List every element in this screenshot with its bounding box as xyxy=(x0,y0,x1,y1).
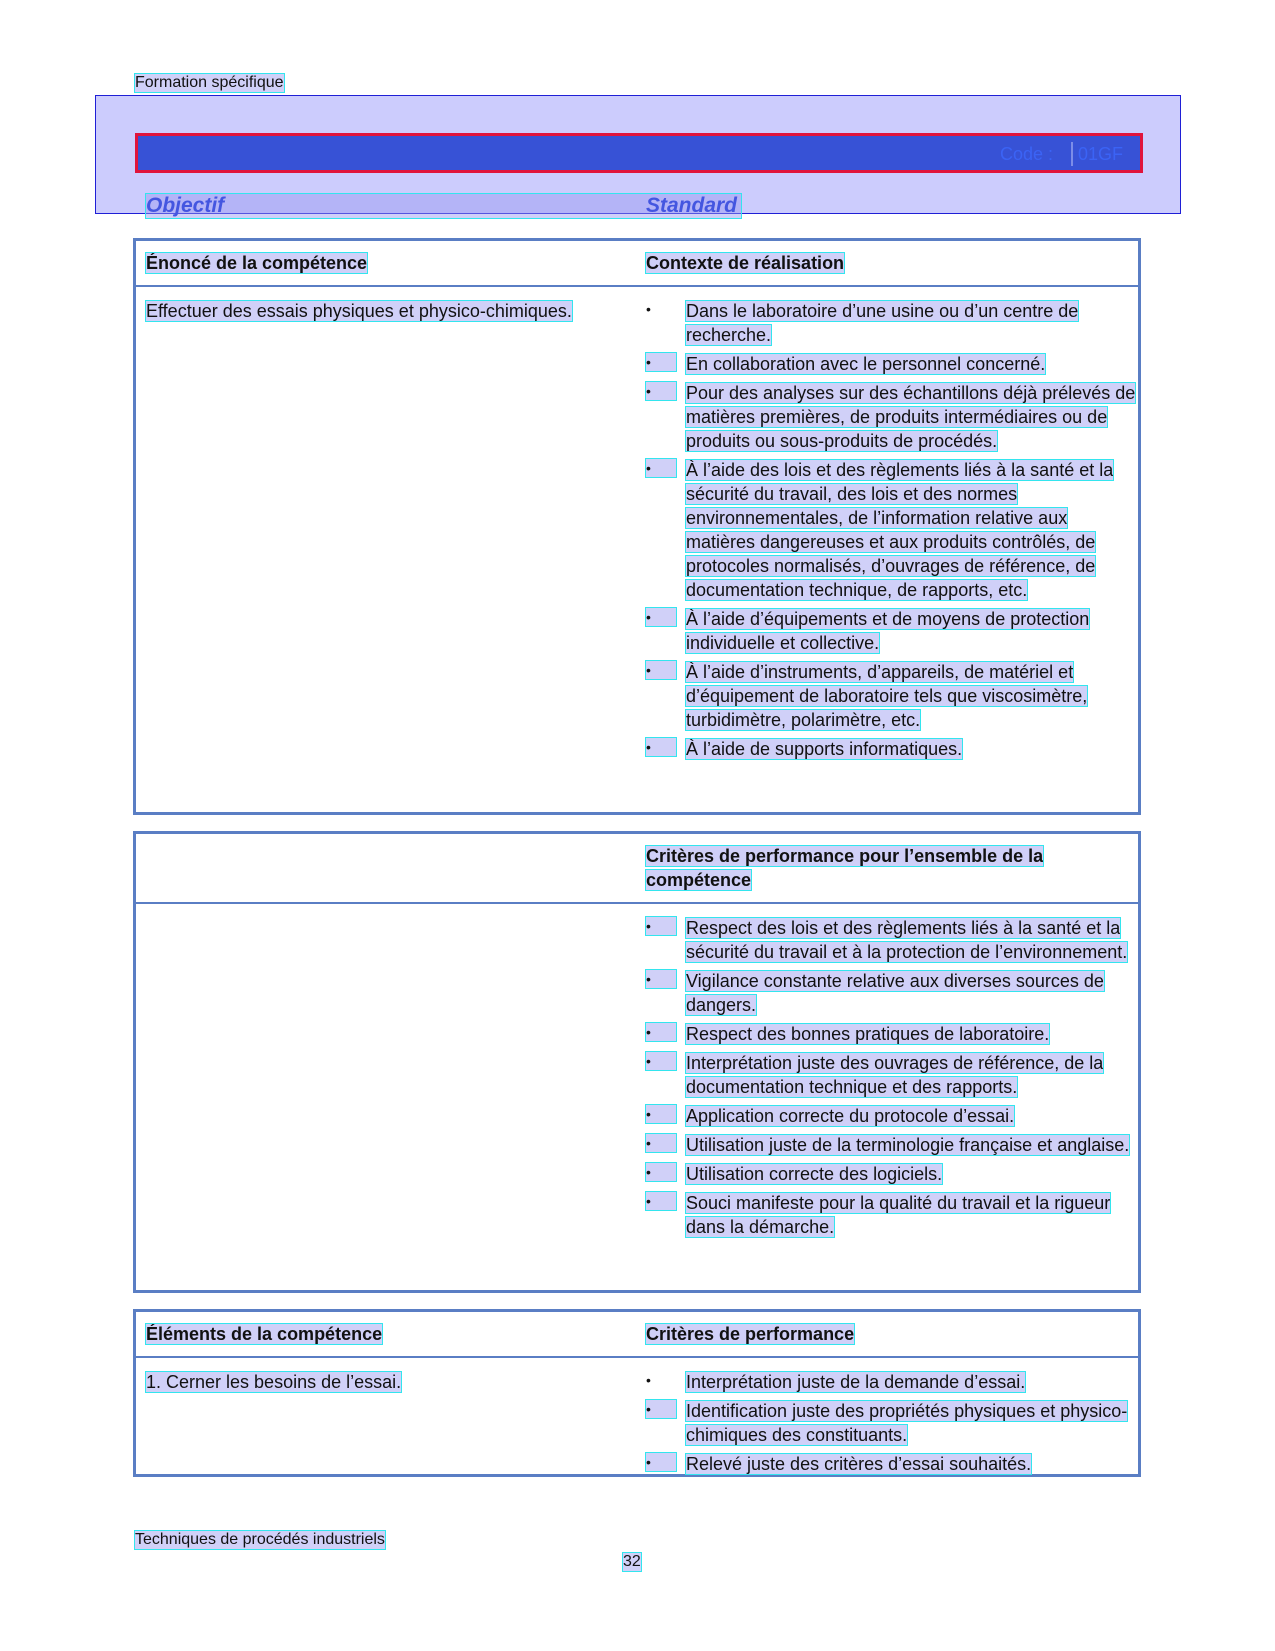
bullet-icon: • xyxy=(646,1105,676,1123)
bullet-icon: • xyxy=(646,459,676,477)
overall-performance-criteria-table xyxy=(133,831,1141,1293)
list-item: • Relevé juste des critères d’essai souhaités. xyxy=(646,1454,1032,1474)
list-item: • Respect des lois et des règlements liés à la santé et la sécurité du travail et à la protection de l’environnement. xyxy=(646,918,1128,962)
bullet-icon: • xyxy=(646,1163,676,1181)
code-header-band xyxy=(95,95,1181,217)
list-item: • Interprétation juste des ouvrages de référence, de la documentation technique et des rapports. xyxy=(646,1053,1104,1097)
bullet-icon: • xyxy=(646,1052,676,1070)
bullet-icon: • xyxy=(646,661,676,679)
bullet-icon: • xyxy=(646,1372,651,1388)
list-item: • Respect des bonnes pratiques de laboratoire. xyxy=(646,1024,1050,1044)
list-item: • Pour des analyses sur des échantillons déjà prélevés de matières premières, de produits intermédiaires ou de produits ou sous-produits de procédés. xyxy=(646,383,1136,451)
statement-heading: Énoncé de la compétence xyxy=(146,253,368,273)
competence-elements-table xyxy=(133,1309,1141,1477)
running-footer: Techniques de procédés industriels xyxy=(135,1531,385,1548)
table-header-row xyxy=(136,241,1138,287)
list-item: • Souci manifeste pour la qualité du travail et la rigueur dans la démarche. xyxy=(646,1193,1111,1237)
bullet-icon: • xyxy=(646,608,676,626)
list-item: • Vigilance constante relative aux diverses sources de dangers. xyxy=(646,971,1104,1015)
list-item: • Application correcte du protocole d’essai. xyxy=(646,1106,1015,1126)
list-item: • À l’aide d’équipements et de moyens de protection individuelle et collective. xyxy=(646,609,1090,653)
bullet-icon: • xyxy=(646,1023,676,1041)
list-item: • Interprétation juste de la demande d’essai. xyxy=(646,1372,1026,1392)
code-separator xyxy=(1071,142,1073,166)
list-item: • À l’aide d’instruments, d’appareils, de matériel et d’équipement de laboratoire tels que viscosimètre, turbidimètre, polarimètre, etc. xyxy=(646,662,1088,730)
bullet-icon: • xyxy=(646,970,676,988)
bullet-icon: • xyxy=(646,353,676,371)
bullet-icon: • xyxy=(646,917,676,935)
overall-criteria-list xyxy=(646,916,1136,1239)
elements-heading: Éléments de la compétence xyxy=(146,1324,383,1344)
table-header-row xyxy=(136,1312,1138,1358)
list-item: • Utilisation juste de la terminologie française et anglaise. xyxy=(646,1135,1130,1155)
code-value: 01GF xyxy=(1078,144,1124,164)
list-item: • Identification juste des propriétés physiques et physico-chimiques des constituants. xyxy=(646,1401,1128,1445)
competence-element: 1. Cerner les besoins de l’essai. xyxy=(146,1372,402,1392)
bullet-icon: • xyxy=(646,1134,676,1152)
context-list xyxy=(646,299,1136,761)
standard-label: Standard xyxy=(646,194,738,217)
bullet-icon: • xyxy=(646,1453,676,1471)
bullet-icon: • xyxy=(646,738,676,756)
list-item: • Utilisation correcte des logiciels. xyxy=(646,1164,943,1184)
context-heading: Contexte de réalisation xyxy=(646,253,845,273)
criteria-heading: Critères de performance xyxy=(646,1324,855,1344)
code-label: Code : xyxy=(1000,144,1054,164)
competence-statement: Effectuer des essais physiques et physico-chimiques. xyxy=(146,301,572,321)
code-bar xyxy=(135,133,1143,173)
criteria-list xyxy=(646,1370,1136,1476)
list-item: • À l’aide de supports informatiques. xyxy=(646,739,963,759)
list-item: • Dans le laboratoire d’une usine ou d’un centre de recherche. xyxy=(646,301,1079,345)
bullet-icon: • xyxy=(646,382,676,400)
bullet-icon: • xyxy=(646,1400,676,1418)
objectif-label: Objectif xyxy=(146,194,741,218)
bullet-icon: • xyxy=(646,301,651,317)
overall-criteria-heading: Critères de performance pour l’ensemble de la compétence xyxy=(646,846,1044,890)
list-item: • En collaboration avec le personnel concerné. xyxy=(646,354,1046,374)
running-header: Formation spécifique xyxy=(135,74,284,91)
competence-statement-table xyxy=(133,238,1141,815)
bullet-icon: • xyxy=(646,1192,676,1210)
page-number: 32 xyxy=(623,1553,641,1570)
table-header-row xyxy=(136,834,1138,904)
list-item: • À l’aide des lois et des règlements liés à la santé et la sécurité du travail, des lois et des normes environnementales, de l’information relative aux matières dangereuses et aux produits contrôlés, de protocoles normalisés, d’ouvrages de référence, de documentation technique, de rapports, etc. xyxy=(646,460,1114,600)
